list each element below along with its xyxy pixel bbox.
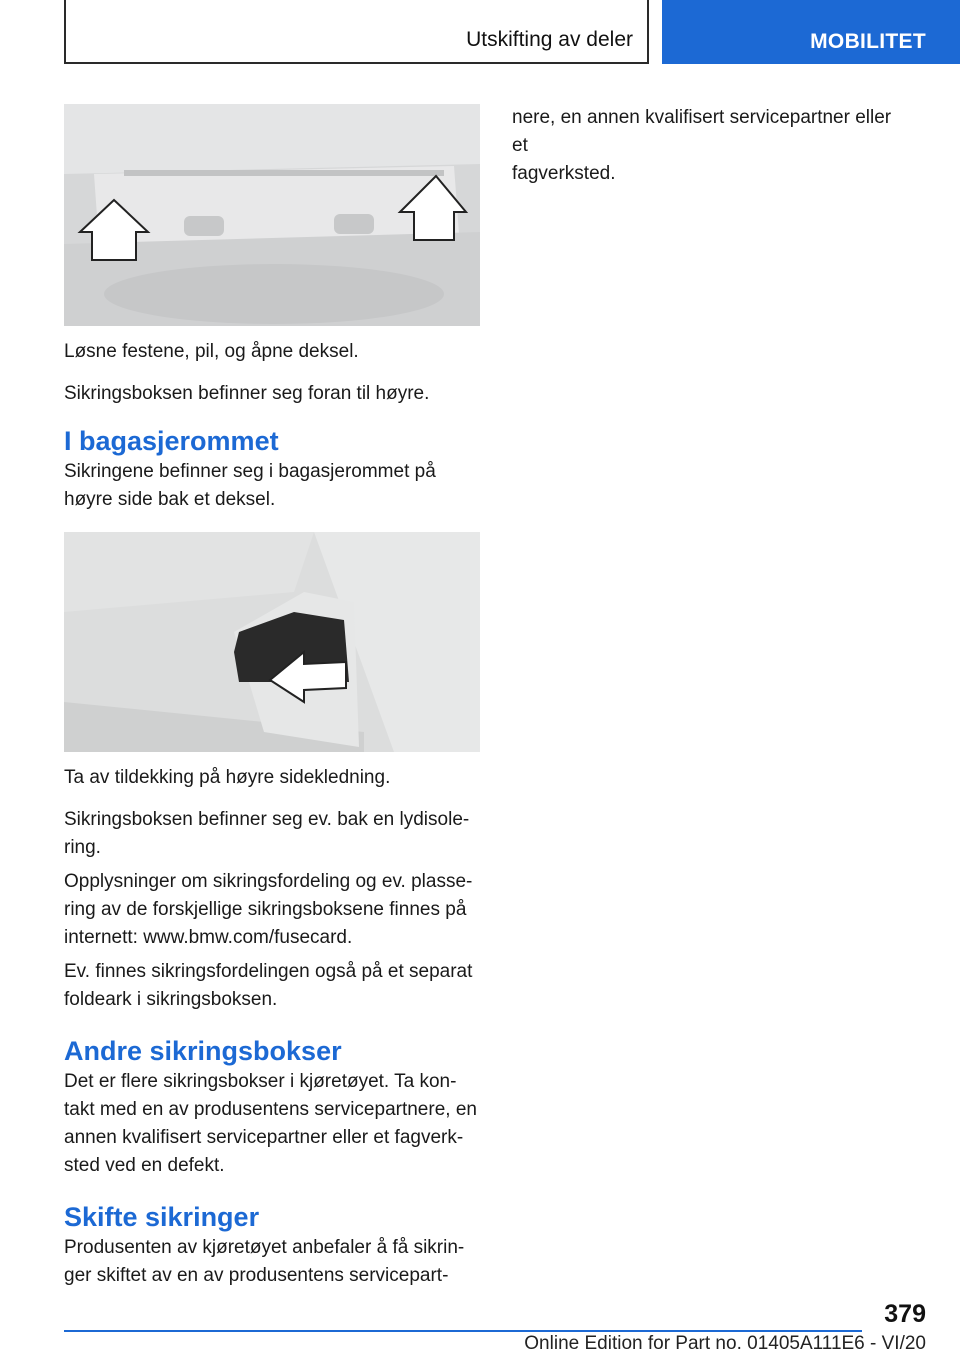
line: Opplysninger om sikringsfordeling og ev. plasse-: [64, 871, 473, 892]
paragraph-continued: [512, 104, 912, 188]
line: nere, en annen kvalifisert servicepartner eller et: [512, 107, 892, 156]
line: internett: www.bmw.com/fusecard.: [64, 927, 353, 948]
line: Ev. finnes sikringsfordelingen også på et separat: [64, 961, 473, 982]
line: høyre side bak et deksel.: [64, 489, 276, 510]
line: ring av de forskjellige sikringsboksene finnes på: [64, 899, 467, 920]
right-column: [512, 104, 912, 188]
heading-bagasjerommet: I bagasjerommet: [64, 426, 279, 456]
paragraph-fuse-info: [64, 868, 480, 952]
trunk-side-panel-image: [64, 532, 480, 752]
line: Det er flere sikringsbokser i kjøretøyet. Ta kon-: [64, 1071, 457, 1092]
fuse-cover-front-image: [64, 104, 480, 326]
paragraph-loosen-fasteners: Løsne festene, pil, og åpne deksel.: [64, 341, 359, 362]
paragraph-front-right: Sikringsboksen befinner seg foran til høyre.: [64, 383, 430, 404]
left-column: [64, 104, 480, 1290]
line: annen kvalifisert servicepartner eller et fagverk-: [64, 1127, 464, 1148]
line: Sikringsboksen befinner seg ev. bak en lydisole-: [64, 809, 470, 830]
line: fagverksted.: [512, 163, 616, 184]
chapter-header: [64, 0, 649, 64]
chapter-title: Utskifting av deler: [466, 28, 633, 51]
heading-skifte-sikringer: Skifte sikringer: [64, 1202, 260, 1232]
line: takt med en av produsentens servicepartnere, en: [64, 1099, 477, 1120]
line: foldeark i sikringsboksen.: [64, 989, 278, 1010]
paragraph-replace-fuses: [64, 1234, 480, 1290]
page-number: 379: [884, 1300, 926, 1328]
line: sted ved en defekt.: [64, 1155, 225, 1176]
line: ger skiftet av en av produsentens servicepart-: [64, 1265, 449, 1286]
edition-info: Online Edition for Part no. 01405A111E6 - VI/20: [524, 1333, 926, 1354]
line: Sikringene befinner seg i bagasjerommet på: [64, 461, 436, 482]
footer-divider: [64, 1330, 862, 1332]
paragraph-remove-cover: Ta av tildekking på høyre sidekledning.: [64, 767, 391, 788]
line: ring.: [64, 837, 101, 858]
paragraph-other-fuse-boxes: [64, 1068, 480, 1180]
paragraph-trunk-fuses: [64, 458, 480, 514]
paragraph-folded-sheet: [64, 958, 480, 1014]
line: Produsenten av kjøretøyet anbefaler å få sikrin-: [64, 1237, 465, 1258]
section-title: MOBILITET: [810, 30, 926, 53]
section-tab: [662, 0, 960, 64]
paragraph-insulation: [64, 806, 480, 862]
heading-andre-sikringsbokser: Andre sikringsbokser: [64, 1036, 342, 1066]
